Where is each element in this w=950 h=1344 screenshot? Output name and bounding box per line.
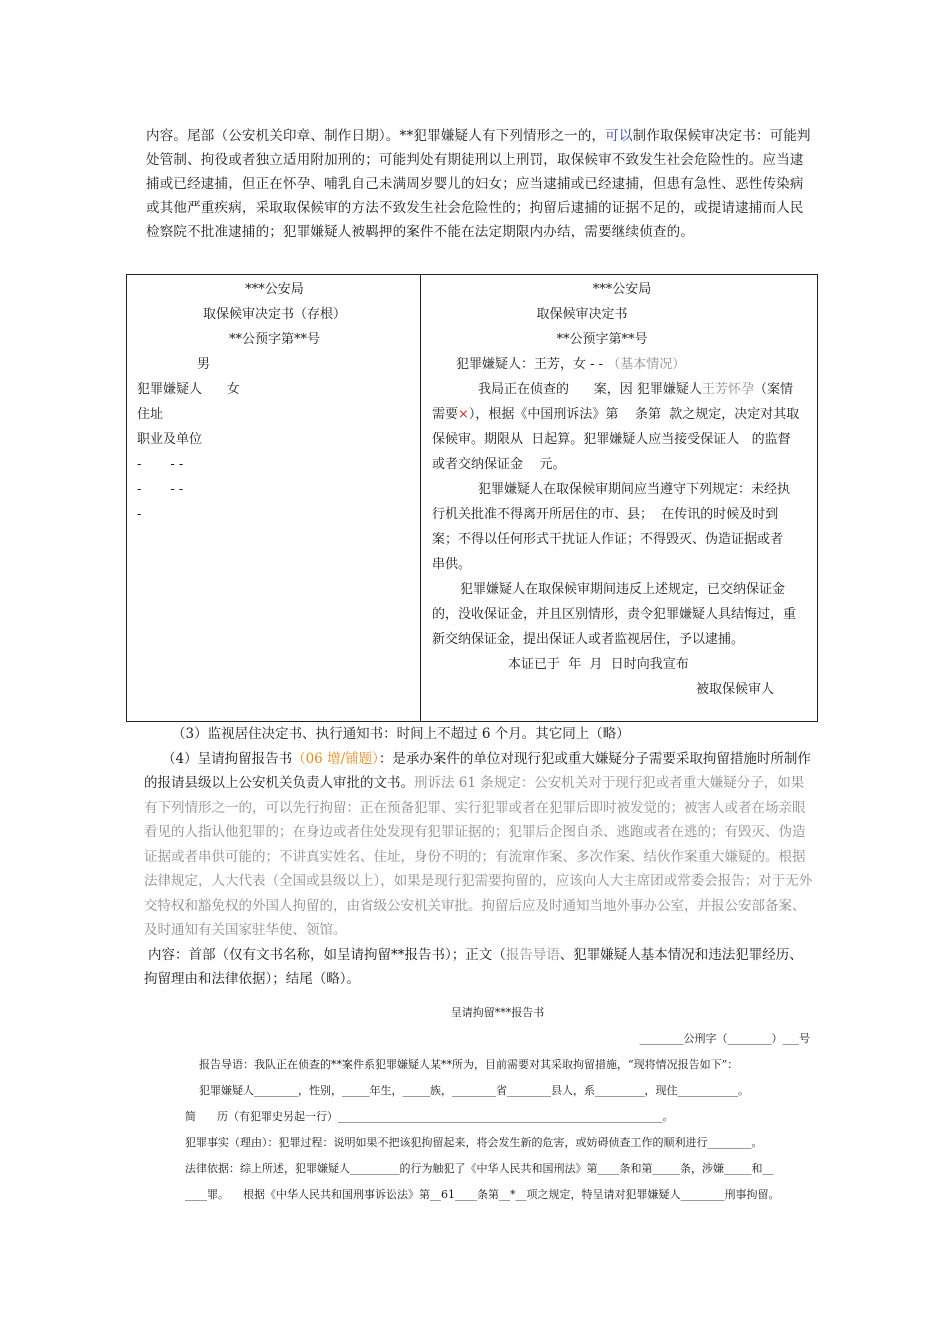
stub-dash-1: - - - [137,457,184,472]
intro-highlight: 可以 [605,128,633,144]
form-legal-basis: 法律依据：综上所述，犯罪嫌疑人_________的行为触犯了《中华人民共和国刑法》第____条和第_____条，涉嫌_____和__ [185,1162,774,1175]
decision-case-line: 我局正在侦查的 案，因 犯罪嫌疑人王芳怀孕（案情 [478,382,793,397]
form-number: ________公刑字（________）___号 [639,1032,810,1045]
decision-title: 取保候审决定书 [536,307,628,322]
decision-bail-line: 或者交纳保证金 元。 [432,457,566,472]
content-summary-paragraph: 内容：首部（仅有文书名称，如呈请拘留**报告书）；正文（报告导语、犯罪嫌疑人基本情况和违法犯罪经历、拘留理由和法律依据）；结尾（略）。 [144,946,803,987]
stub-dash-3: - [137,507,142,522]
decision-announce: 本证已于 年 月 日时向我宣布 [508,657,689,672]
stub-agency: ***公安局 [245,282,304,297]
form-suspect-info: 犯罪嫌疑人________，性别，_____年生，_____族，________省________县人，系_________，现住___________。 [185,1084,749,1097]
decision-period-line: 保候审。期限从 日起算。犯罪嫌疑人应当接受保证人 的监督 [432,432,791,447]
decision-number: **公预字第**号 [556,332,648,347]
bail-decision-table [126,274,818,722]
intro-paragraph [146,124,814,244]
decision-column [432,277,812,702]
form-history: 简 历（有犯罪史另起一行）___________________________________________________________。 [185,1110,674,1123]
stub-number: **公预字第**号 [228,332,320,347]
decision-rules-4: 串供。 [432,557,472,572]
decision-violation-1: 犯罪嫌疑人在取保候审期间违反上述规定，已交纳保证金 [460,582,786,597]
residence-notice-line: （3）监视居住决定书、执行通知书：时间上不超过 6 个月。其它同上（略） [172,726,630,742]
detention-section [144,722,814,992]
stub-dash-2: - - - [137,482,184,497]
decision-law-line: 需要×），根据《中国刑诉法》第 条第 款之规定，决定对其取 [432,407,800,422]
decision-violation-3: 新交纳保证金，提出保证人或者监视居住，予以逮捕。 [432,632,745,647]
intro-text [146,124,814,244]
decision-violation-2: 的，没收保证金，并且区别情形，责令犯罪嫌疑人具结悔过，重 [432,607,797,622]
form-facts: 犯罪事实（理由）：犯罪过程：说明如果不把该犯拘留起来，将会发生新的危害，或妨碍侦查工作的顺利进行________。 [185,1136,763,1149]
stub-title: 取保候审决定书（存根） [202,307,346,322]
decision-rules-2: 行机关批准不得离开所居住的市、县； 在传讯的时候及时到 [432,507,779,522]
stub-gender-male: 男 [197,357,211,372]
decision-agency: ***公安局 [592,282,652,297]
stub-address: 住址 [137,407,164,422]
stub-suspect: 犯罪嫌疑人 女 [137,382,240,397]
decision-rules-1: 犯罪嫌疑人在取保候审期间应当遵守下列规定：未经执 [478,482,791,497]
decision-suspect-line: 犯罪嫌疑人：王芳，女 - - （基本情况） [456,357,686,372]
stub-column [137,277,412,527]
form-intro: 报告导语：我队正在侦查的**案件系犯罪嫌疑人某**所为，目前需要对其采取拘留措施，“现将情况报告如下”： [185,1058,739,1071]
intro-text-a: 内容。尾部（公安机关印章、制作日期）。**犯罪嫌疑人有下列情形之一的， [146,128,606,144]
decision-rules-3: 案；不得以任何形式干扰证人作证；不得毁灭、伪造证据或者 [432,532,784,547]
form-request: ____罪。 根据《中华人民共和国刑事诉讼法》第__61____条第__*__项之规定，特呈请对犯罪嫌疑人________刑事拘留。 [185,1188,780,1201]
stub-occupation: 职业及单位 [137,432,203,447]
intro-text-b: 制作取保候审决定书：可能判处管制、拘役或者独立适用附加刑的；可能判处有期徒刑以上刑罚，取保候审不致发生社会危险性的。应当逮捕或已经逮捕，但正在怀孕、哺乳自己未满周岁婴儿的妇女；应当逮捕或已经逮捕，但患有急性、恶性传染病或其他严重疾病，采取取保候审的方法不致发生社会危险性的；拘留后逮捕的证据不足的，或提请逮捕而人民检察院不批准逮捕的；犯罪嫌疑人被羁押的案件不能在法定期限内办结，需要继续侦查的。 [146,128,811,240]
table-divider [420,275,421,721]
decision-signee: 被取保候审人 [696,682,775,697]
form-title: 呈请拘留***报告书 [450,1006,545,1019]
detention-report-paragraph: （4）呈请拘留报告书（06 增/铺题）：是承办案件的单位对现行犯或重大嫌疑分子需要采取拘留措施时所制作的报请县级以上公安机关负责人审批的文书。刑诉法 61 条规定：公安机关对于现行犯或者重大嫌疑分子，如果有下列情形之一的，可以先行拘留：正在预备犯罪、实行犯罪或者在犯罪后即时被发觉的；被害人或者在场亲眼看见的人指认他犯罪的；在身边或者住处发现有犯罪证据的；犯罪后企图自杀、逃跑或者在逃的；有毁灭、伪造证据或者串供可能的；不讲真实姓名、住址，身份不明的；有流窜作案、多次作案、结伙作案重大嫌疑的。根据法律规定，人大代表（全国或县级以上），如果是现行犯需要拘留的，应该向人大主席团或常委会报告；对于无外交特权和豁免权的外国人拘留的，由省级公安机关审批。拘留后应及时通知当地外事办公室，并报公安部备案、及时通知有关国家驻华使、领馆。 [144,750,813,938]
detention-report-form [185,1000,810,1208]
